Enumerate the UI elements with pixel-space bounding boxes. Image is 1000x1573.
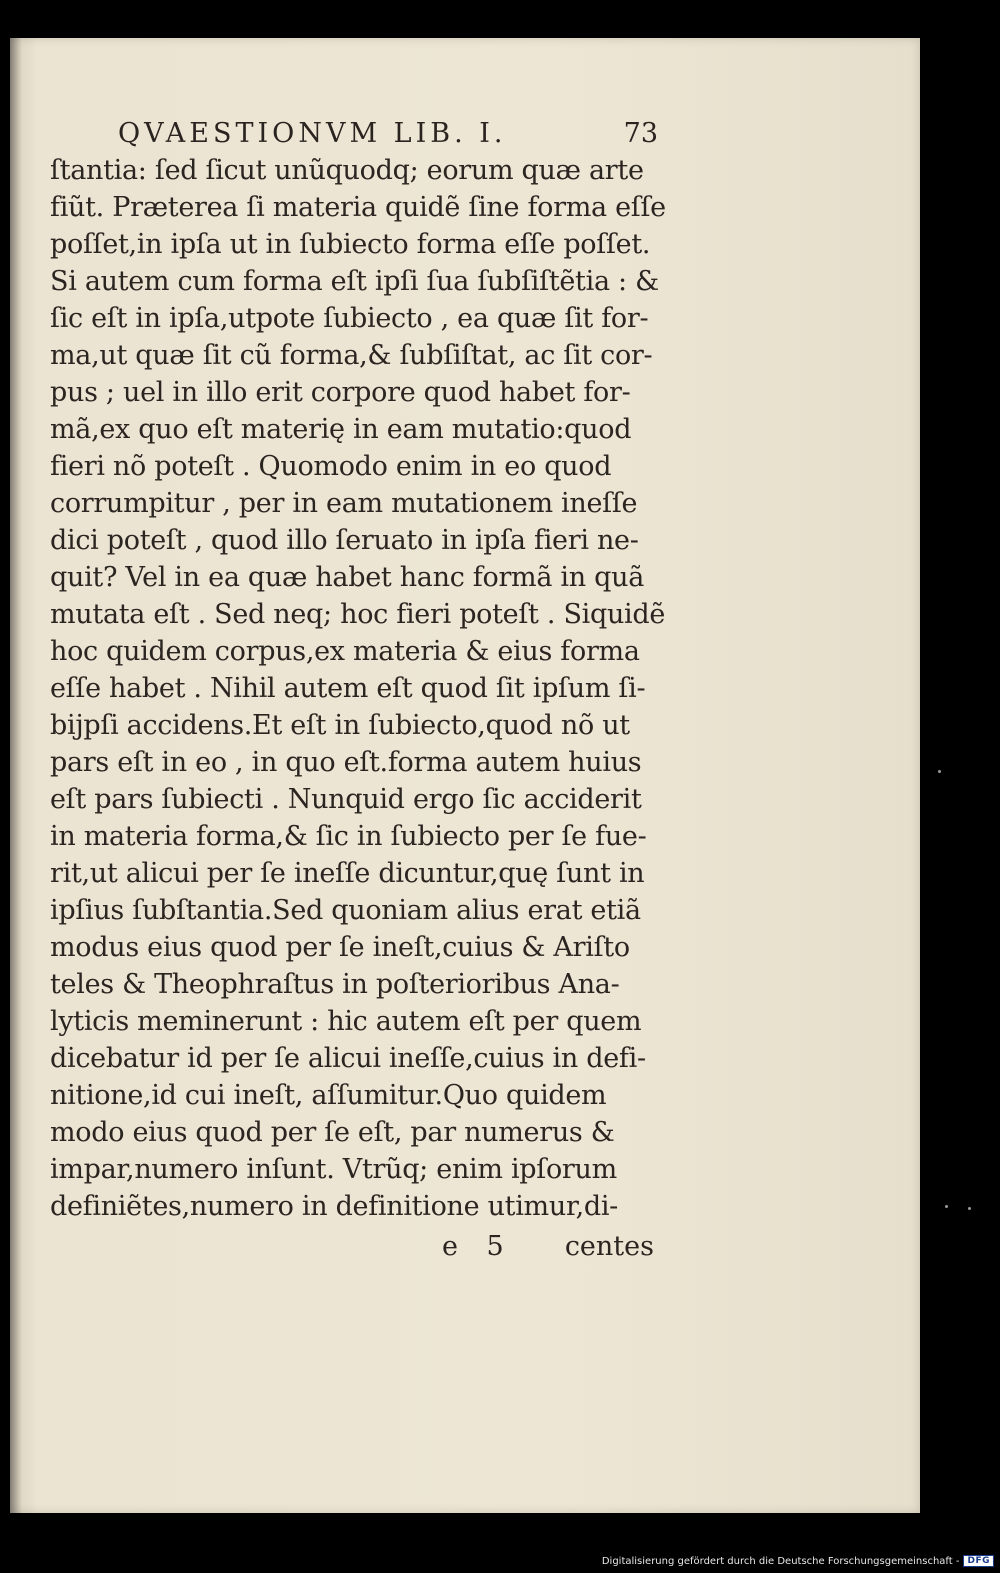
text-line: eſt pars ſubiecti . Nunquid ergo ſic acciderit [50, 784, 642, 815]
catchword: centes [564, 1231, 654, 1262]
text-line: rit,ut alicui per ſe ineſſe dicuntur,quę ſunt in [50, 858, 645, 889]
gutter-shadow [10, 38, 22, 1513]
book-page [10, 38, 920, 1513]
body-text [50, 152, 666, 1225]
dust-speck [968, 1207, 971, 1210]
digitization-credit [602, 1555, 994, 1567]
text-line: impar,numero inſunt. Vtrũq; enim ipſorum [50, 1154, 617, 1185]
page-footer [442, 1228, 654, 1265]
dust-speck [945, 1205, 948, 1208]
text-line: teles & Theophraſtus in poſterioribus Ana- [50, 969, 620, 1000]
text-line: dici poteſt , quod illo ſeruato in ipſa fieri ne- [50, 525, 639, 556]
text-line: fiũt. Præterea ſi materia quidẽ ſine forma eſſe [50, 192, 666, 223]
text-line: quit? Vel in ea quæ habet hanc formã in quã [50, 562, 645, 593]
text-line: Si autem cum forma eſt ipſi ſua ſubſiſtẽtia : & [50, 266, 659, 297]
text-line: ſtantia: ſed ſicut unũquodq; eorum quæ arte [50, 155, 644, 186]
dfg-logo: DFG [963, 1555, 994, 1567]
running-title: QVAESTIONVM LIB. I. [118, 118, 507, 149]
text-line: ſic eſt in ipſa,utpote ſubiecto , ea quæ ſit for- [50, 303, 649, 334]
text-line: modus eius quod per ſe ineſt,cuius & Ariſto [50, 932, 630, 963]
text-line: ma,ut quæ ſit cũ forma,& ſubſiſtat, ac ſit cor- [50, 340, 653, 371]
text-line: ipſius ſubſtantia.Sed quoniam alius erat etiã [50, 895, 641, 926]
text-line: definiẽtes,numero in definitione utimur,di- [50, 1191, 619, 1222]
text-line: corrumpitur , per in eam mutationem ineſſe [50, 488, 638, 519]
text-line: dicebatur id per ſe alicui ineſſe,cuius in defi- [50, 1043, 646, 1074]
text-line: fieri nõ poteſt . Quomodo enim in eo quod [50, 451, 612, 482]
text-line: pars eſt in eo , in quo eſt.forma autem huius [50, 747, 642, 778]
running-head [118, 118, 658, 149]
text-line: eſſe habet . Nihil autem eſt quod ſit ipſum ſi- [50, 673, 646, 704]
text-line: modo eius quod per ſe eſt, par numerus & [50, 1117, 615, 1148]
signature-mark: e 5 [442, 1231, 514, 1262]
text-line: mutata eſt . Sed neq; hoc fieri poteſt . Siquidẽ [50, 599, 666, 630]
text-line: nitione,id cui ineſt, aſſumitur.Quo quidem [50, 1080, 607, 1111]
text-line: poſſet,in ipſa ut in ſubiecto forma eſſe poſſet. [50, 229, 651, 260]
text-line: in materia forma,& ſic in ſubiecto per ſe fue- [50, 821, 647, 852]
text-line: pus ; uel in illo erit corpore quod habet for- [50, 377, 631, 408]
dust-speck [938, 770, 941, 773]
text-line: mã,ex quo eſt materię in eam mutatio:quod [50, 414, 632, 445]
page-number: 73 [623, 118, 658, 149]
text-line: lyticis meminerunt : hic autem eſt per quem [50, 1006, 642, 1037]
text-line: hoc quidem corpus,ex materia & eius forma [50, 636, 640, 667]
text-line: bijpſi accidens.Et eſt in ſubiecto,quod nõ ut [50, 710, 630, 741]
credit-text: Digitalisierung gefördert durch die Deutsche Forschungsgemeinschaft - [601, 1555, 960, 1567]
